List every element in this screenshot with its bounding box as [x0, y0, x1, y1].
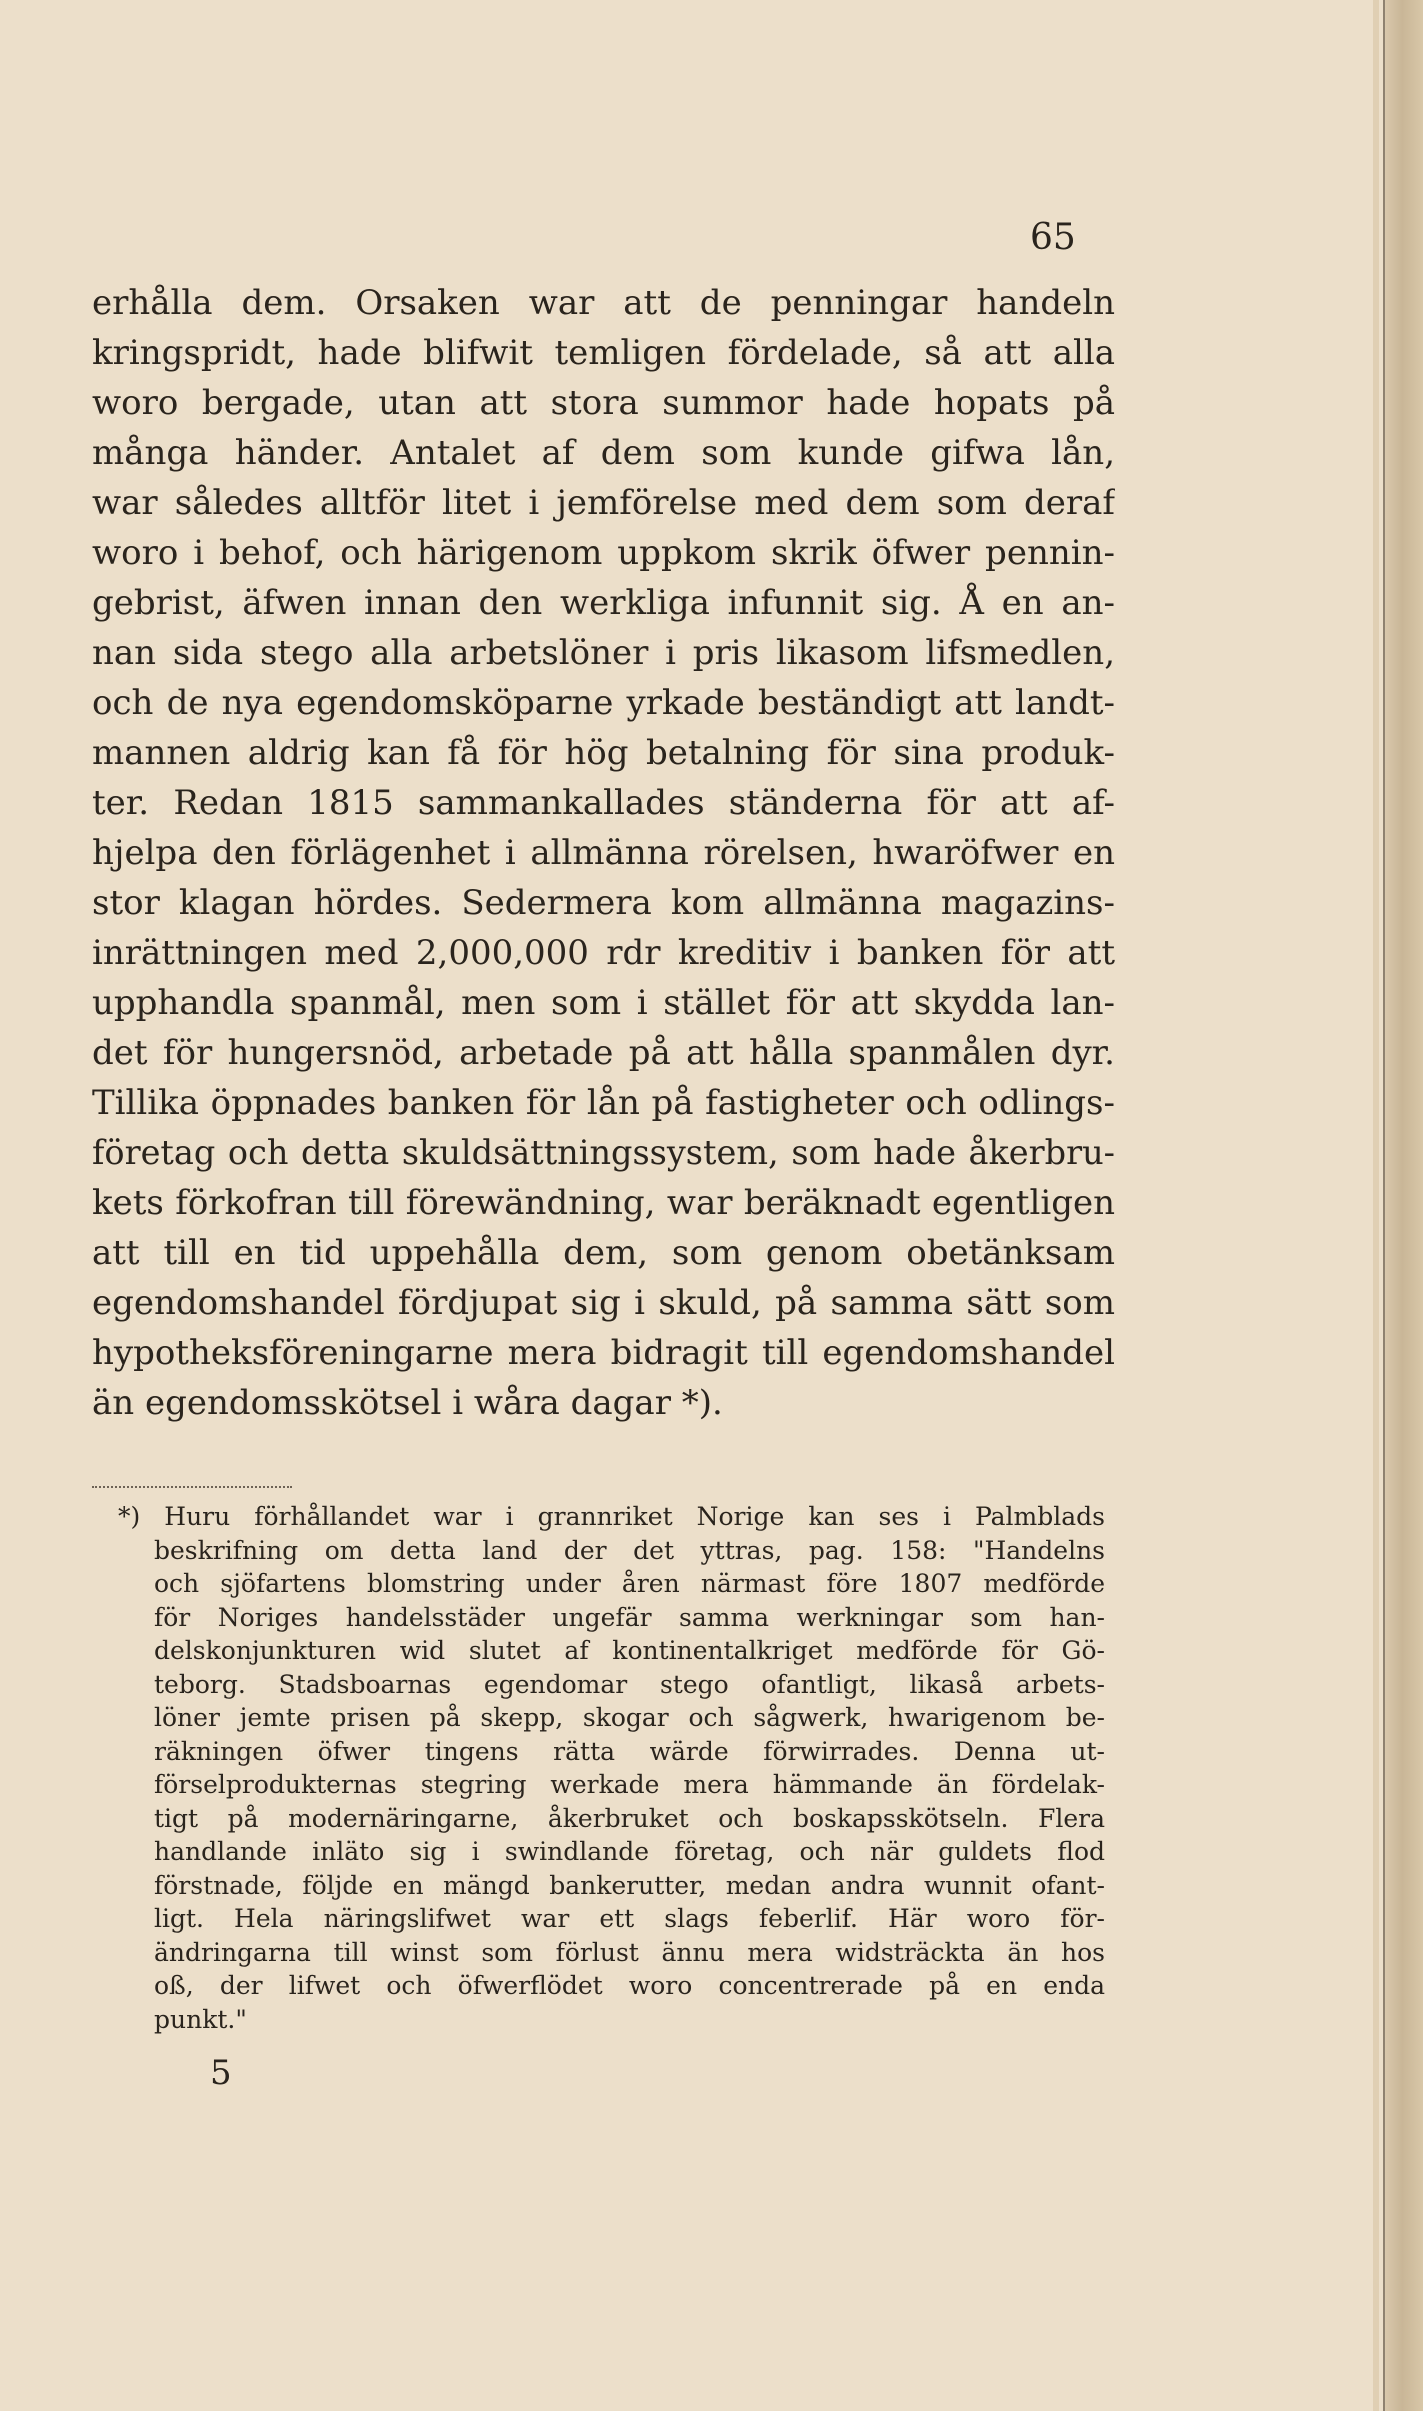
footnote-line: delskonjunkturen wid slutet af kontinentalkriget medförde för Gö-: [154, 1636, 1105, 1665]
text-line: upphandla spanmål, men som i stället för att skydda lan-: [92, 983, 1115, 1023]
footnote-line: förselprodukternas stegring werkade mera hämmande än fördelak-: [154, 1770, 1105, 1799]
text-line: gebrist, äfwen innan den werkliga infunnit sig. Å en an-: [92, 583, 1115, 623]
text-line: kringspridt, hade blifwit temligen fördelade, så att alla: [92, 333, 1115, 373]
footnote-line: löner jemte prisen på skepp, skogar och sågwerk, hwarigenom be-: [154, 1703, 1105, 1732]
text-line: egendomshandel fördjupat sig i skuld, på samma sätt som: [92, 1283, 1115, 1323]
text-line: Tillika öppnades banken för lån på fastigheter och odlings-: [92, 1083, 1115, 1123]
text-line: hypotheksföreningarne mera bidragit till egendomshandel: [92, 1333, 1115, 1373]
text-line: det för hungersnöd, arbetade på att hålla spanmålen dyr.: [92, 1033, 1115, 1073]
text-line: ter. Redan 1815 sammankallades ständerna för att af-: [92, 783, 1115, 823]
text-line: kets förkofran till förewändning, war beräknadt egentligen: [92, 1183, 1115, 1223]
text-line: många händer. Antalet af dem som kunde gifwa lån,: [92, 433, 1115, 473]
signature-mark: 5: [210, 2053, 232, 2093]
text-line: woro bergade, utan att stora summor hade hopats på: [92, 383, 1115, 423]
text-line: inrättningen med 2,000,000 rdr kreditiv i banken för att: [92, 933, 1115, 973]
footnote-line: beskrifning om detta land der det yttras, pag. 158: "Handelns: [154, 1535, 1105, 1565]
text-line: woro i behof, och härigenom uppkom skrik öfwer pennin-: [92, 533, 1115, 573]
footnote-line: ändringarna till winst som förlust ännu mera widsträckta än hos: [154, 1937, 1105, 1967]
footnote-line: ligt. Hela näringslifwet war ett slags feberlif. Här woro för-: [154, 1904, 1105, 1933]
footnote-line: teborg. Stadsboarnas egendomar stego ofantligt, likaså arbets-: [154, 1669, 1105, 1699]
text-line: hjelpa den förlägenhet i allmänna rörelsen, hwaröfwer en: [92, 833, 1115, 873]
footnote-line: förstnade, följde en mängd bankerutter, medan andra wunnit ofant-: [154, 1870, 1105, 1900]
page-edge: [1383, 0, 1423, 2411]
text-line: nan sida stego alla arbetslöner i pris likasom lifsmedlen,: [92, 633, 1115, 673]
footnote-line: tigt på modernäringarne, åkerbruket och boskapsskötseln. Flera: [154, 1803, 1105, 1833]
footnote-line: för Noriges handelsstäder ungefär samma werkningar som han-: [154, 1602, 1105, 1632]
footnote-line: *) Huru förhållandet war i grannriket Norige kan ses i Palmblads: [118, 1502, 1105, 1531]
footnote-line: oß, der lifwet och öfwerflödet woro concentrerade på en enda: [154, 1971, 1105, 2000]
footnote-divider: [92, 1486, 292, 1488]
page-edge-shadow: [1373, 0, 1379, 2411]
footnote: [118, 1500, 1105, 2036]
text-line: än egendomsskötsel i wåra dagar *).: [92, 1383, 723, 1423]
footnote-line: punkt.": [154, 2004, 247, 2034]
text-line: att till en tid uppehålla dem, som genom obetänksam: [92, 1233, 1115, 1273]
text-line: företag och detta skuldsättningssystem, som hade åkerbru-: [92, 1133, 1115, 1172]
text-line: stor klagan hördes. Sedermera kom allmänna magazins-: [92, 883, 1115, 923]
text-line: mannen aldrig kan få för hög betalning för sina produk-: [92, 733, 1115, 773]
page-number: 65: [1030, 217, 1076, 258]
text-line: erhålla dem. Orsaken war att de penningar handeln: [92, 283, 1115, 323]
footnote-line: räkningen öfwer tingens rätta wärde förwirrades. Denna ut-: [154, 1736, 1105, 1766]
footnote-line: och sjöfartens blomstring under åren närmast före 1807 medförde: [154, 1569, 1105, 1598]
body-text: [92, 278, 1115, 1428]
text-line: och de nya egendomsköparne yrkade beständigt att landt-: [92, 683, 1115, 723]
text-line: war således alltför litet i jemförelse med dem som deraf: [92, 483, 1115, 523]
footnote-line: handlande inläto sig i swindlande företag, och när guldets flod: [154, 1837, 1105, 1866]
